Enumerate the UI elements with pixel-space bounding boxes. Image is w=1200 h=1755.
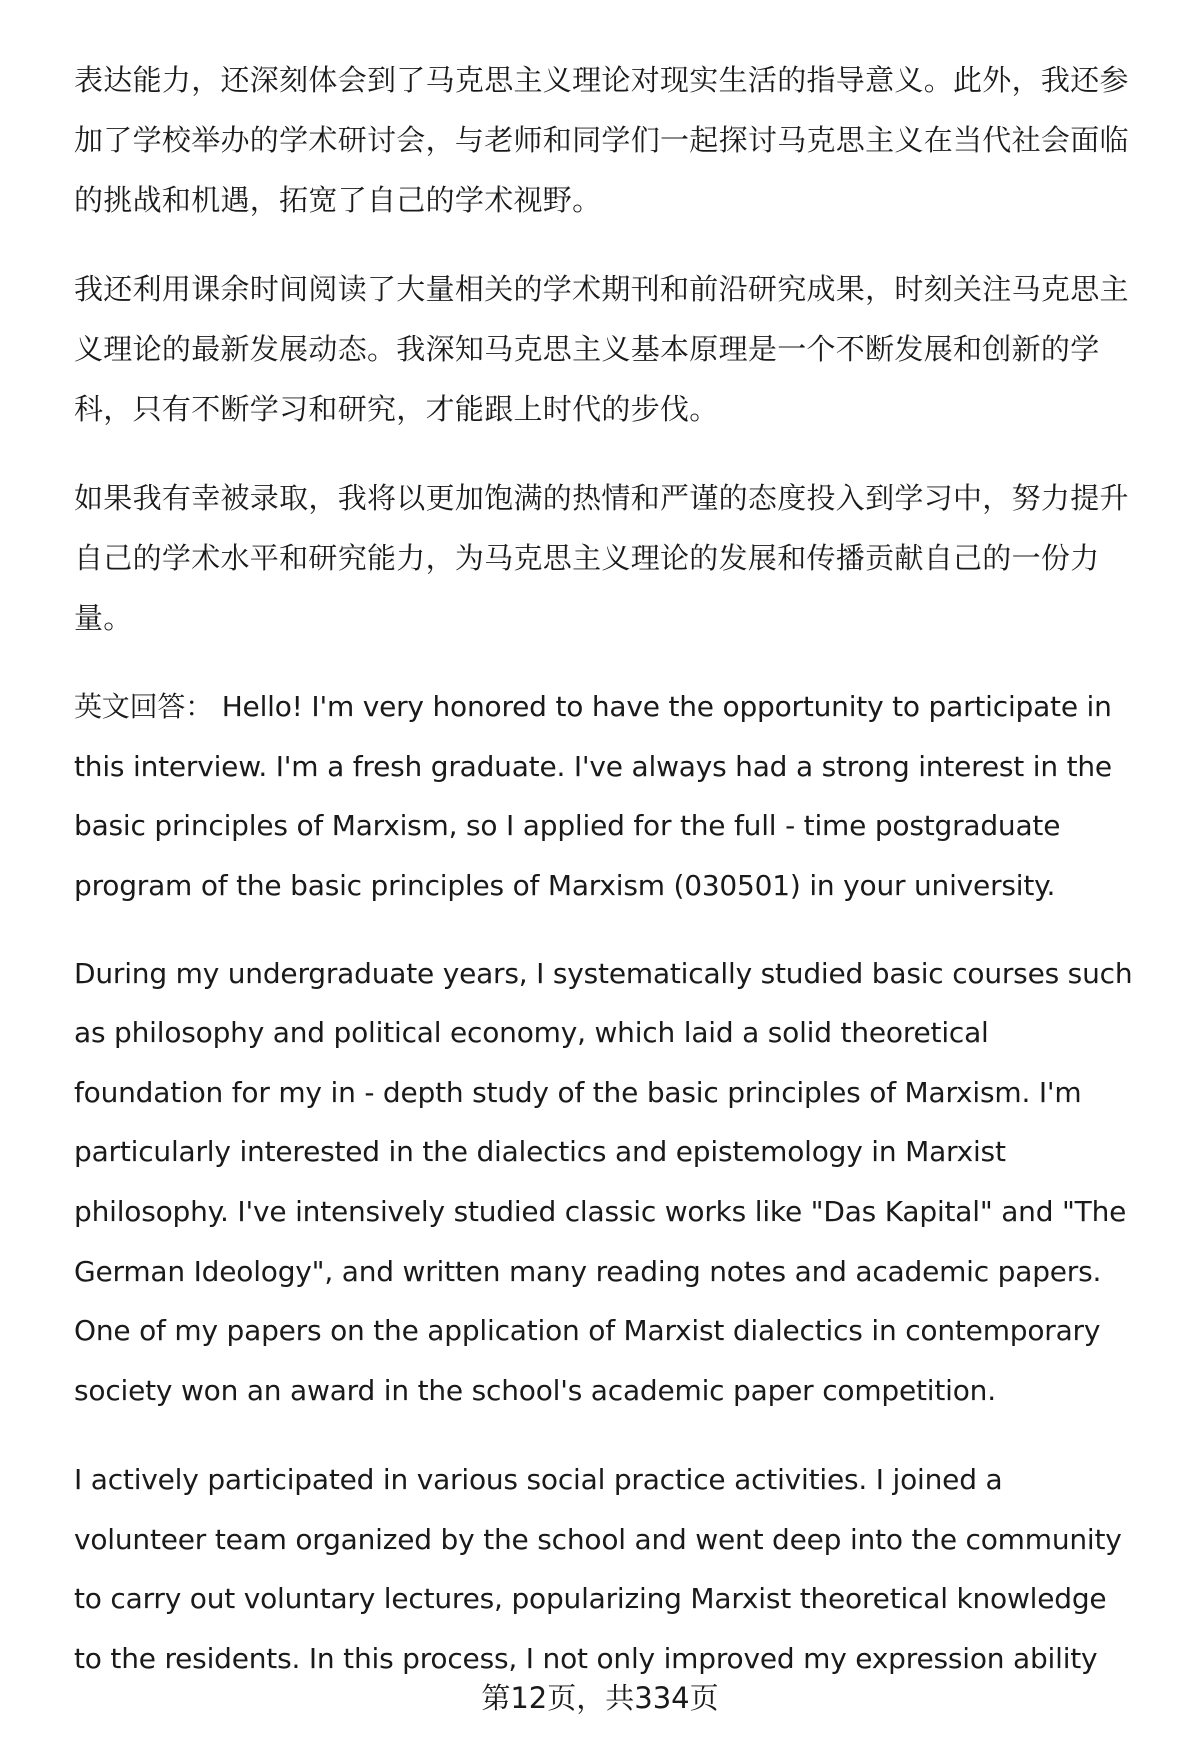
text-line: to the residents. In this process, I not only improved my expression ability xyxy=(74,1642,1098,1675)
text-line: I actively participated in various social practice activities. I joined a xyxy=(74,1463,1003,1496)
text-line: 义理论的最新发展动态。我深知马克思主义基本原理是一个不断发展和创新的学 xyxy=(74,332,1100,366)
text-line: German Ideology", and written many reading notes and academic papers. xyxy=(74,1255,1102,1288)
page-number: 第12页，共334页 xyxy=(481,1681,719,1715)
text-line: as philosophy and political economy, which laid a solid theoretical xyxy=(74,1016,989,1049)
text-line: 自己的学术水平和研究能力，为马克思主义理论的发展和传播贡献自己的一份力 xyxy=(74,541,1100,575)
text-line: foundation for my in - depth study of the basic principles of Marxism. I'm xyxy=(74,1076,1082,1109)
text-line: society won an award in the school's academic paper competition. xyxy=(74,1374,996,1407)
text-line: 我还利用课余时间阅读了大量相关的学术期刊和前沿研究成果，时刻关注马克思主 xyxy=(74,272,1129,306)
text-line: During my undergraduate years, I systematically studied basic courses such xyxy=(74,957,1133,990)
text-line: 量。 xyxy=(74,601,133,635)
text-line: this interview. I'm a fresh graduate. I've always had a strong interest in the xyxy=(74,750,1112,783)
text-line: 加了学校举办的学术研讨会，与老师和同学们一起探讨马克思主义在当代社会面临 xyxy=(74,123,1129,157)
text-line: 的挑战和机遇，拓宽了自己的学术视野。 xyxy=(74,183,602,217)
text-line: 科，只有不断学习和研究，才能跟上时代的步伐。 xyxy=(74,392,719,426)
text-line: 表达能力，还深刻体会到了马克思主义理论对现实生活的指导意义。此外，我还参 xyxy=(74,63,1129,97)
text-line: 英文回答： Hello! I'm very honored to have the opportunity to participate in xyxy=(74,690,1112,723)
text-line: to carry out voluntary lectures, popularizing Marxist theoretical knowledge xyxy=(74,1582,1107,1615)
text-line: program of the basic principles of Marxism (030501) in your university. xyxy=(74,869,1056,902)
text-line: 如果我有幸被录取，我将以更加饱满的热情和严谨的态度投入到学习中，努力提升 xyxy=(74,481,1129,515)
text-line: particularly interested in the dialectics and epistemology in Marxist xyxy=(74,1135,1006,1168)
text-line: One of my papers on the application of Marxist dialectics in contemporary xyxy=(74,1314,1101,1347)
text-line: basic principles of Marxism, so I applied for the full - time postgraduate xyxy=(74,809,1061,842)
text-line: volunteer team organized by the school and went deep into the community xyxy=(74,1523,1122,1556)
text-line: philosophy. I've intensively studied classic works like "Das Kapital" and "The xyxy=(74,1195,1127,1228)
